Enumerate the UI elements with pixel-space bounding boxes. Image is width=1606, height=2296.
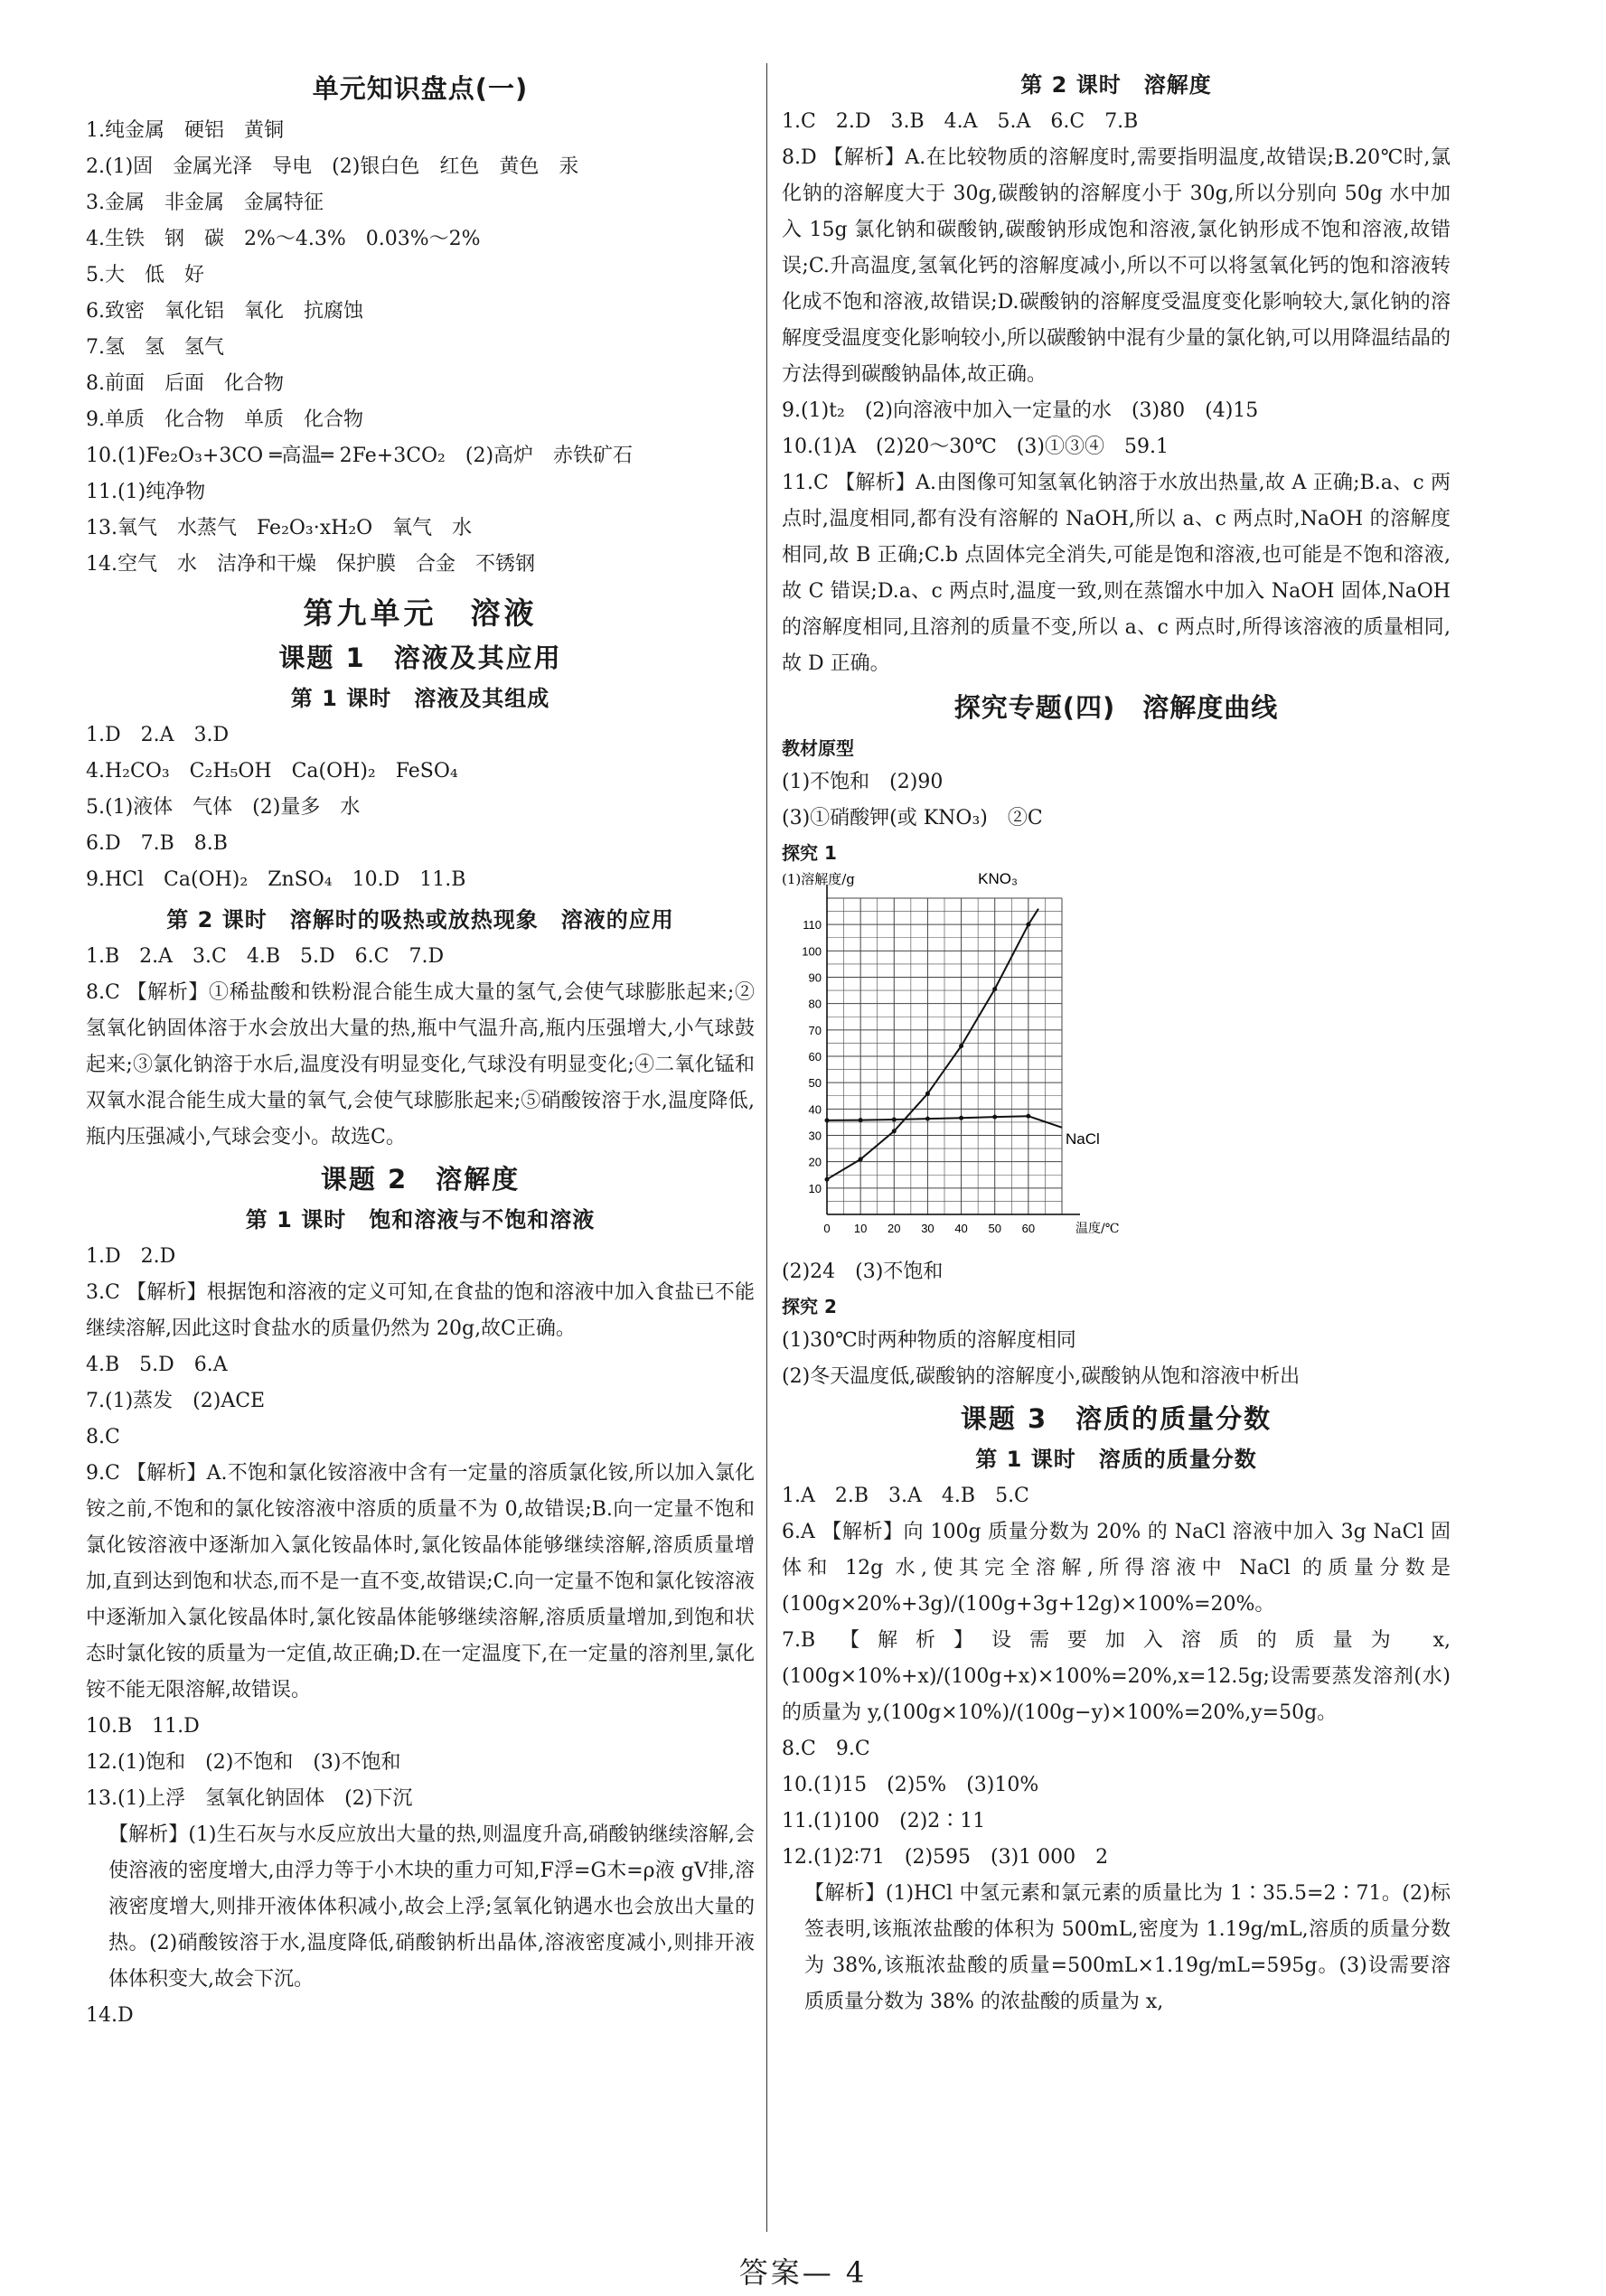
x-tick-label: 10 (853, 1222, 868, 1235)
answer-line: 4.B 5.D 6.A (86, 1354, 228, 1376)
answer-line: 14.空气 水 洁净和干燥 保护膜 合金 不锈钢 (86, 553, 535, 576)
topic-2-title: 课题 2 溶解度 (320, 1164, 521, 1195)
answer-line: 14.D (86, 2004, 134, 2027)
x-tick-label: 0 (823, 1222, 831, 1235)
left-column (86, 63, 755, 2034)
answer-line: 1.D 2.D (86, 1245, 176, 1268)
data-point (1026, 1114, 1030, 1119)
answer-line: 6.致密 氧化铝 氧化 抗腐蚀 (86, 300, 363, 323)
answer-line: 12.(1)2∶71 (2)595 (3)1 000 2 (782, 1846, 1109, 1869)
data-point (959, 1044, 963, 1048)
x-tick-label: 40 (954, 1222, 968, 1235)
y-tick-label: 80 (808, 997, 822, 1011)
lesson-1-1-title: 第 1 课时 溶液及其组成 (290, 686, 550, 711)
answer-explanation: 9.C 【解析】A.不饱和氯化铵溶液中含有一定量的溶质氯化铵,所以加入氯化铵之前,不饱和的氯化铵溶液中溶质的质量不为 0,故错误;B.向一定量不饱和氯化铵溶液中逐渐加入氯化铵晶体时,氯化铵晶体能够继续溶解,溶质质量增加,直到达到饱和状态,而不是一直不变,故错误;C.向一定量不饱和氯化铵溶液中逐渐加入氯化铵晶体时,氯化铵晶体能够继续溶解,溶质质量增加,到饱和状态时氯化铵的质量为一定值,故正确;D.在一定温度下,在一定量的溶剂里,氯化铵不能无限溶解,故错误。 (86, 1462, 755, 1701)
x-tick-label: 30 (921, 1222, 934, 1235)
data-point (859, 1118, 863, 1122)
y-tick-label: 110 (803, 918, 822, 932)
x-tick-label: 60 (1021, 1222, 1036, 1235)
answer-line: 10.(1)Fe₂O₃+3CO ═高温═ 2Fe+3CO₂ (2)高炉 赤铁矿石 (86, 445, 634, 467)
y-tick-label: 100 (802, 944, 822, 959)
x-tick-label: 50 (988, 1222, 1001, 1235)
data-point (892, 1129, 897, 1133)
answer-line: 2.(1)固 金属光泽 导电 (2)银白色 红色 黄色 汞 (86, 155, 579, 178)
answer-line: 1.D 2.A 3.D (86, 724, 230, 746)
x-tick-label: 20 (888, 1222, 901, 1235)
unit-review-answers (86, 113, 755, 583)
answer-line: 8.前面 后面 化合物 (86, 372, 284, 395)
answer-line: 1.A 2.B 3.A 4.B 5.C (782, 1485, 1029, 1507)
answer-line: 8.C 9.C (782, 1738, 870, 1760)
answer-line: 5.大 低 好 (86, 264, 204, 286)
answer-explanation: 3.C 【解析】根据饱和溶液的定义可知,在食盐的饱和溶液中加入食盐已不能继续溶解,因此这时食盐水的质量仍然为 20g,故C正确。 (86, 1281, 755, 1340)
column-divider (766, 63, 767, 2232)
data-point (992, 987, 997, 991)
y-tick-label: 40 (808, 1102, 822, 1117)
answer-line: 1.C 2.D 3.B 4.A 5.A 6.C 7.B (782, 110, 1139, 133)
y-tick-label: 50 (808, 1076, 822, 1091)
y-tick-label: 70 (808, 1023, 822, 1037)
topic-explore-4-title: 探究专题(四) 溶解度曲线 (953, 692, 1279, 723)
y-tick-label: 90 (808, 970, 822, 985)
page-footer: 答案— 4 (738, 2255, 868, 2290)
data-point (892, 1118, 897, 1122)
answer-line: 7.氢 氢 氢气 (86, 336, 224, 359)
answer-line: 10.(1)15 (2)5% (3)10% (782, 1774, 1039, 1796)
answer-explanation: 7.B 【解析】设需要加入溶质的质量为 x,(100g×10%+x)/(100g+x)×100%=20%,x=12.5g;设需要蒸发溶剂(水)的质量为 y,(100g×10%)/(100g−y)×100%=20%,y=50g。 (782, 1629, 1451, 1724)
answer-explanation: 8.C 【解析】①稀盐酸和铁粉混合能生成大量的氢气,会使气球膨胀起来;②氢氧化钠固体溶于水会放出大量的热,瓶中气温升高,瓶内压强增大,小气球鼓起来;③氯化钠溶于水后,温度没有明显变化,气球没有明显变化;④二氧化锰和双氧水混合能生成大量的氧气,会使气球膨胀起来;⑤硝酸铵溶于水,温度降低,瓶内压强减小,气球会变小。故选C。 (86, 981, 755, 1148)
answer-line: 4.生铁 钢 碳 2%～4.3% 0.03%～2% (86, 228, 481, 250)
answer-line: (2)24 (3)不饱和 (782, 1260, 944, 1283)
answer-line: 5.(1)液体 气体 (2)量多 水 (86, 796, 361, 819)
lesson-1-2-title: 第 2 课时 溶解时的吸热或放热现象 溶液的应用 (166, 907, 674, 932)
textbook-prototype-label: 教材原型 (782, 737, 854, 759)
answer-line: 13.(1)上浮 氢氧化钠固体 (2)下沉 (86, 1787, 413, 1810)
answer-line: 1.纯金属 硬铝 黄铜 (86, 119, 284, 142)
section-title-unit-review: 单元知识盘点(一) (312, 73, 529, 104)
data-point (825, 1177, 830, 1182)
answer-line: 9.单质 化合物 单质 化合物 (86, 408, 363, 431)
y-tick-label: 60 (808, 1050, 822, 1064)
series-label: KNO₃ (978, 871, 1018, 887)
answer-line: (1)不饱和 (2)90 (782, 771, 944, 793)
lesson-3-1-title: 第 1 课时 溶质的质量分数 (975, 1447, 1257, 1472)
answer-line: 7.(1)蒸发 (2)ACE (86, 1390, 266, 1412)
answer-line: 9.(1)t₂ (2)向溶液中加入一定量的水 (3)80 (4)15 (782, 399, 1259, 422)
answer-line: 4.H₂CO₃ C₂H₅OH Ca(OH)₂ FeSO₄ (86, 760, 458, 783)
answer-line: 1.B 2.A 3.C 4.B 5.D 6.C 7.D (86, 945, 445, 968)
answer-explanation: 8.D 【解析】A.在比较物质的溶解度时,需要指明温度,故错误;B.20℃时,氯化钠的溶解度大于 30g,碳酸钠的溶解度小于 30g,所以分别向 50g 水中加入 15g 氯化钠和碳酸钠,碳酸钠形成饱和溶液,氯化钠形成不饱和溶液,故错误;C.升高温度,氢氧化钙的溶解度减小,所以不可以将氢氧化钙的饱和溶液转化成不饱和溶液,故错误;D.碳酸钠的溶解度受温度变化影响较大,氯化钠的溶解度受温度变化影响较小,所以碳酸钠中混有少量的氯化钠,可以用降温结晶的方法得到碳酸钠晶体,故正确。 (782, 146, 1451, 386)
answer-line: 6.D 7.B 8.B (86, 832, 228, 855)
data-point (992, 1115, 997, 1120)
y-tick-label: 20 (808, 1155, 822, 1169)
answer-line: 10.(1)A (2)20～30℃ (3)①③④ 59.1 (782, 436, 1169, 458)
answer-explanation: 6.A 【解析】向 100g 质量分数为 20% 的 NaCl 溶液中加入 3g NaCl 固体和 12g 水,使其完全溶解,所得溶液中 NaCl 的质量分数是 (100g×20%+3g)/(100g+3g+12g)×100%=20%。 (782, 1521, 1451, 1616)
data-point (1026, 923, 1030, 927)
answer-line: 12.(1)饱和 (2)不饱和 (3)不饱和 (86, 1751, 401, 1774)
data-point (859, 1157, 863, 1162)
lesson-2-2-title: 第 2 课时 溶解度 (1020, 72, 1212, 98)
answer-line: 11.(1)纯净物 (86, 481, 206, 503)
answer-line: 3.金属 非金属 金属特征 (86, 192, 324, 214)
y-tick-label: 10 (808, 1181, 822, 1195)
answer-line: (2)冬天温度低,碳酸钠的溶解度小,碳酸钠从饱和溶液中析出 (782, 1365, 1301, 1388)
data-point (825, 1118, 830, 1122)
solubility-curve-chart (782, 871, 1125, 1251)
series-line-kno3 (827, 909, 1038, 1179)
answer-explanation: 11.C 【解析】A.由图像可知氢氧化钠溶于水放出热量,故 A 正确;B.a、c 两点时,温度相同,都有没有溶解的 NaOH,所以 a、c 两点时,NaOH 的溶解度相同,故 B 正确;C.b 点固体完全消失,可能是饱和溶液,也可能是不饱和溶液,故 C 错误;D.a、c 两点时,温度一致,则在蒸馏水中加入 NaOH 固体,NaOH 的溶解度相同,且溶剂的质量不变,所以 a、c 两点时,所得该溶液的质量相同,故 D 正确。 (782, 472, 1451, 675)
series-label: NaCl (1066, 1129, 1100, 1148)
answer-line: 10.B 11.D (86, 1715, 200, 1738)
answer-explanation: 【解析】(1)生石灰与水反应放出大量的热,则温度升高,硝酸钠继续溶解,会使溶液的密度增大,由浮力等于小木块的重力可知,F浮=G木=ρ液 gV排,溶液密度增大,则排开液体体积减小,故会上浮;氢氧化钠遇水也会放出大量的热。(2)硝酸铵溶于水,温度降低,硝酸钠析出晶体,溶液密度减小,则排开液体体积变大,故会下沉。 (108, 1823, 755, 1991)
explore-1-label: 探究 1 (782, 842, 837, 864)
answer-line: 13.氧气 水蒸气 Fe₂O₃·xH₂O 氧气 水 (86, 517, 473, 539)
y-tick-label: 30 (808, 1129, 822, 1143)
topic-3-title: 课题 3 溶质的质量分数 (960, 1403, 1273, 1434)
answer-explanation: 【解析】(1)HCl 中氢元素和氯元素的质量比为 1∶35.5=2∶71。(2)标签表明,该瓶浓盐酸的体积为 500mL,密度为 1.19g/mL,溶质的质量分数为 38%,该瓶浓盐酸的质量=500mL×1.19g/mL=595g。(3)设需要溶质质量分数为 38% 的浓盐酸的质量为 x, (804, 1882, 1451, 2013)
explore-2-label: 探究 2 (782, 1296, 837, 1317)
answer-line: 11.(1)100 (2)2∶11 (782, 1810, 986, 1832)
lesson-2-1-title: 第 1 课时 饱和溶液与不饱和溶液 (245, 1207, 596, 1232)
right-column (782, 63, 1451, 2020)
answer-line: (3)①硝酸钾(或 KNO₃) ②C (782, 807, 1043, 829)
x-axis-label: 温度/℃ (1075, 1222, 1120, 1236)
answer-line: (1)30℃时两种物质的溶解度相同 (782, 1329, 1076, 1352)
lesson-1-1-answers (86, 717, 755, 898)
topic-1-title: 课题 1 溶液及其应用 (278, 642, 562, 673)
data-point (959, 1116, 963, 1120)
data-point (925, 1092, 930, 1096)
chart-title: (1)溶解度/g (782, 871, 855, 887)
unit-nine-title: 第九单元 溶液 (303, 595, 538, 631)
answer-line: 9.HCl Ca(OH)₂ ZnSO₄ 10.D 11.B (86, 868, 466, 891)
answer-line: 8.C (86, 1426, 120, 1448)
data-point (925, 1117, 930, 1121)
